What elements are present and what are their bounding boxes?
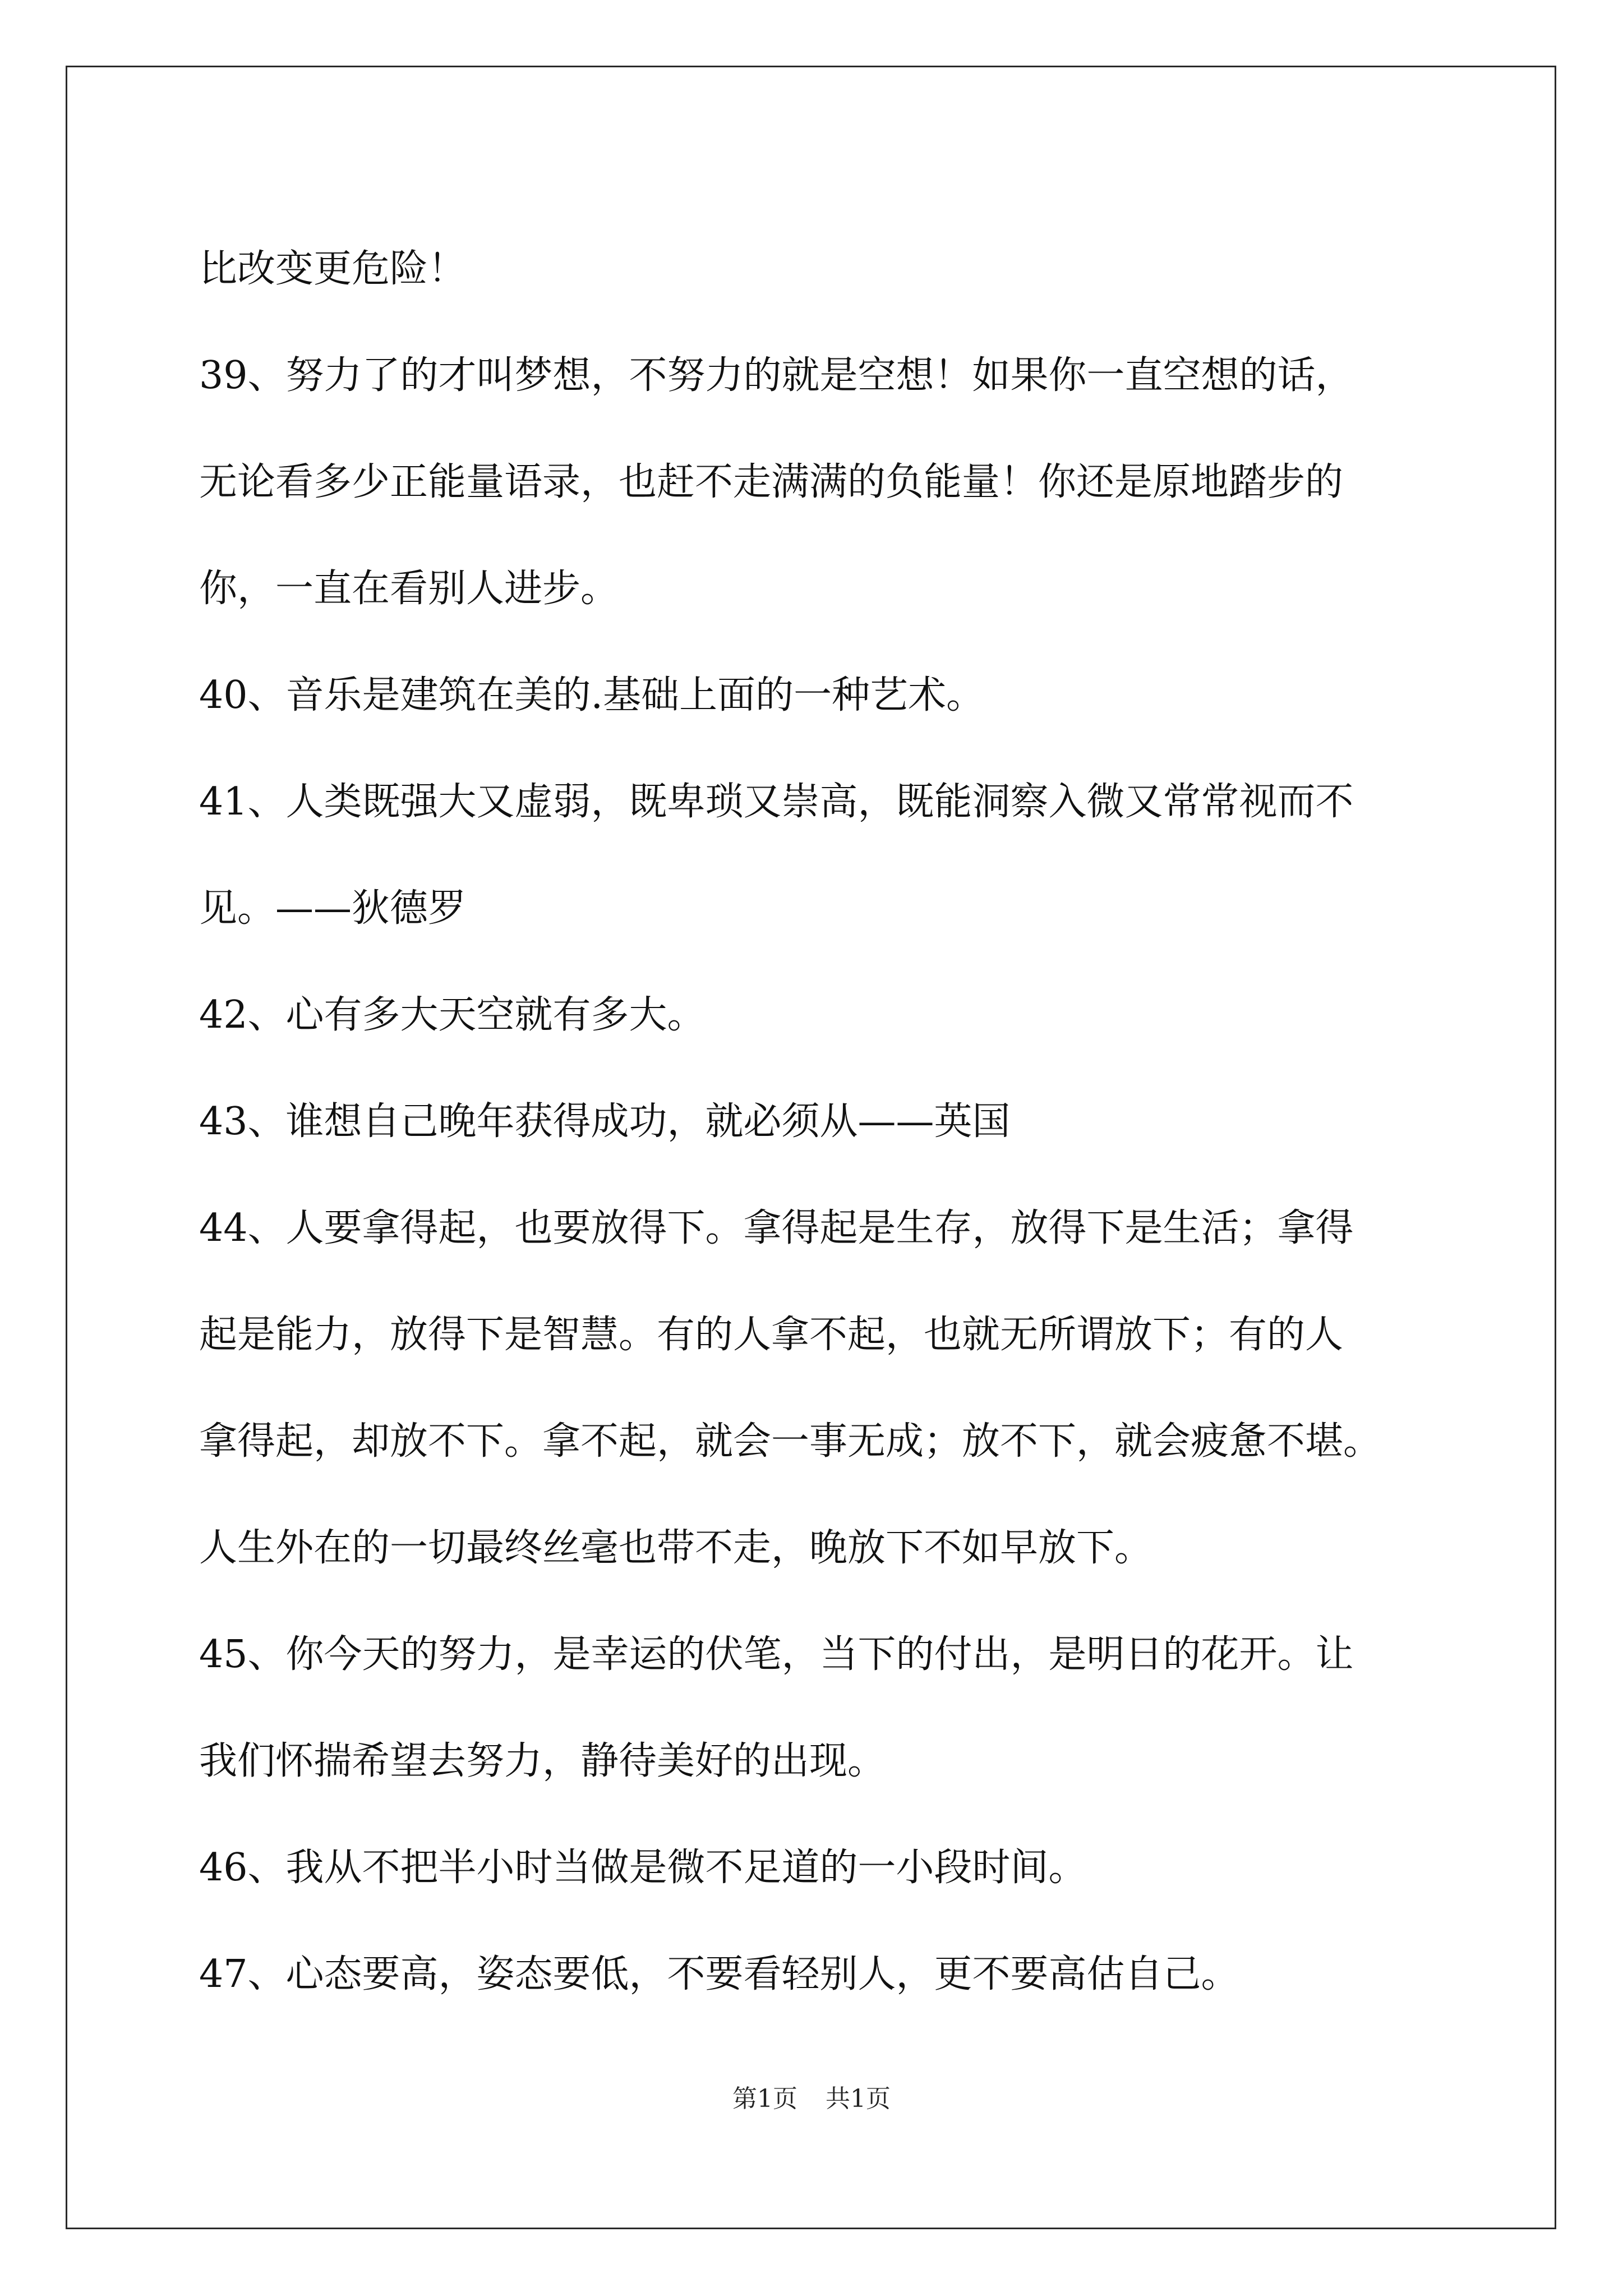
text-line: 44、人要拿得起，也要放得下。拿得起是生存，放得下是生活；拿得 [199, 1206, 1354, 1250]
text-line: 46、我从不把半小时当做是微不足道的一小段时间。 [199, 1846, 1087, 1890]
text-line: 40、音乐是建筑在美的.基础上面的一种艺术。 [199, 673, 985, 717]
text-line: 比改变更危险！ [199, 247, 467, 291]
text-line: 起是能力，放得下是智慧。有的人拿不起，也就无所谓放下；有的人 [199, 1313, 1344, 1357]
page-number: 第1页 [732, 2085, 797, 2113]
text-line: 人生外在的一切最终丝毫也带不走，晚放下不如早放下。 [199, 1526, 1153, 1570]
text-line: 42、心有多大天空就有多大。 [199, 993, 706, 1037]
text-line: 见。——狄德罗 [199, 886, 467, 931]
text-line: 拿得起，却放不下。拿不起，就会一事无成；放不下，就会疲惫不堪。 [199, 1419, 1382, 1464]
text-line: 你，一直在看别人进步。 [199, 567, 619, 611]
text-line: 45、你今天的努力，是幸运的伏笔，当下的付出，是明日的花开。让 [199, 1632, 1354, 1677]
text-line: 47、心态要高，姿态要低，不要看轻别人，更不要高估自己。 [199, 1952, 1239, 1996]
text-line: 41、人类既强大又虚弱，既卑琐又崇高，既能洞察入微又常常视而不 [199, 780, 1354, 824]
text-line: 39、努力了的才叫梦想，不努力的就是空想！如果你一直空想的话， [199, 353, 1354, 398]
page-total: 共1页 [826, 2085, 891, 2113]
page-footer [0, 2082, 1623, 2116]
text-line: 我们怀揣希望去努力，静待美好的出现。 [199, 1739, 886, 1783]
document-body [199, 216, 1438, 2028]
text-line: 无论看多少正能量语录，也赶不走满满的负能量！你还是原地踏步的 [199, 460, 1344, 504]
text-line: 43、谁想自己晚年获得成功，就必须从——英国 [199, 1099, 1011, 1144]
